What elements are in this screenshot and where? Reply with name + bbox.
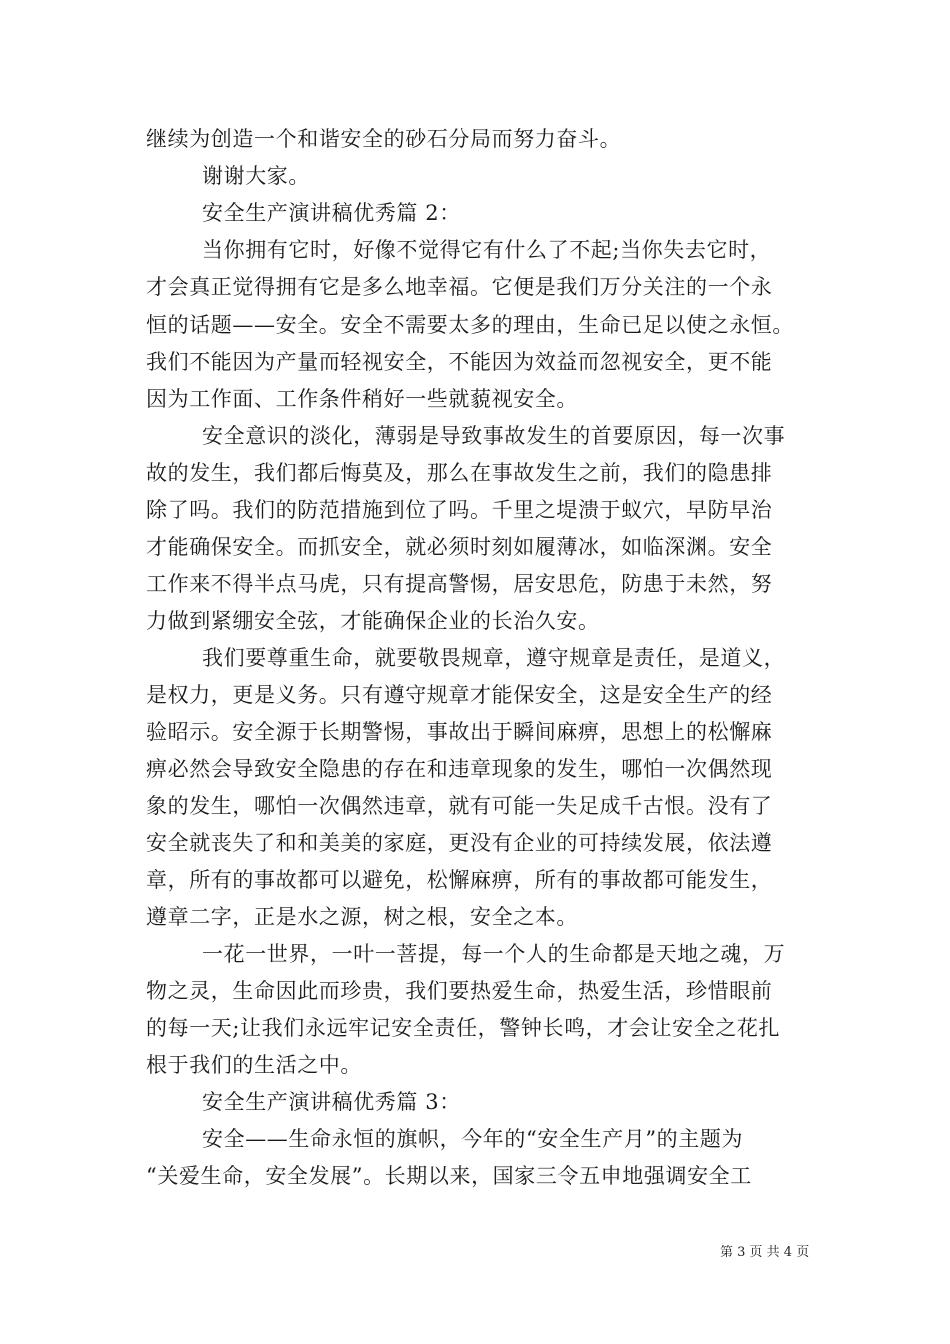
text-line: 才会真正觉得拥有它是多么地幸福。它便是我们万分关注的一个永 xyxy=(146,275,773,299)
text-line: 物之灵，生命因此而珍贵，我们要热爱生命，热爱生活，珍惜眼前 xyxy=(146,979,773,1003)
text-line: 遵章二字，正是水之源，树之根，安全之本。 xyxy=(146,905,578,929)
text-line: 根于我们的生活之中。 xyxy=(146,1053,362,1077)
text-line: 一花一世界，一叶一菩提，每一个人的生命都是天地之魂，万 xyxy=(202,942,786,966)
section-heading: 安全生产演讲稿优秀篇 3： xyxy=(202,1090,461,1114)
text-line: 才能确保安全。而抓安全，就必须时刻如履薄冰，如临深渊。安全 xyxy=(146,535,773,559)
text-line: 除了吗。我们的防范措施到位了吗。千里之堤溃于蚁穴，早防早治 xyxy=(146,498,773,522)
text-line: 的每一天;让我们永远牢记安全责任，警钟长鸣，才会让安全之花扎 xyxy=(146,1016,781,1040)
text-line: 安全意识的淡化，薄弱是导致事故发生的首要原因，每一次事 xyxy=(202,424,786,448)
page-number: 第 3 页 共 4 页 xyxy=(720,1245,810,1260)
text-line: 痹必然会导致安全隐患的存在和违章现象的发生，哪怕一次偶然现 xyxy=(146,757,773,781)
text-line: 是权力，更是义务。只有遵守规章才能保安全，这是安全生产的经 xyxy=(146,683,773,707)
section-heading: 安全生产演讲稿优秀篇 2： xyxy=(202,201,461,225)
text-line: “关爱生命，安全发展”。长期以来，国家三令五申地强调安全工 xyxy=(146,1164,752,1188)
text-line: 继续为创造一个和谐安全的砂石分局而努力奋斗。 xyxy=(146,127,622,151)
text-line: 因为工作面、工作条件稍好一些就藐视安全。 xyxy=(146,387,578,411)
text-line: 力做到紧绷安全弦，才能确保企业的长治久安。 xyxy=(146,609,600,633)
text-line: 安全——生命永恒的旗帜，今年的“安全生产月”的主题为 xyxy=(202,1127,744,1151)
text-line: 我们不能因为产量而轻视安全，不能因为效益而忽视安全，更不能 xyxy=(146,350,773,374)
text-line: 安全就丧失了和和美美的家庭，更没有企业的可持续发展，依法遵 xyxy=(146,831,773,855)
text-line: 章，所有的事故都可以避免，松懈麻痹，所有的事故都可能发生， xyxy=(146,868,773,892)
text-line: 工作来不得半点马虎，只有提高警惕，居安思危，防患于未然，努 xyxy=(146,572,773,596)
text-line: 验昭示。安全源于长期警惕，事故出于瞬间麻痹，思想上的松懈麻 xyxy=(146,720,773,744)
text-line: 我们要尊重生命，就要敬畏规章，遵守规章是责任，是道义， xyxy=(202,646,786,670)
text-line: 象的发生，哪怕一次偶然违章，就有可能一失足成千古恨。没有了 xyxy=(146,794,773,818)
text-line: 当你拥有它时，好像不觉得它有什么了不起;当你失去它时， xyxy=(202,238,772,262)
text-line: 故的发生，我们都后悔莫及，那么在事故发生之前，我们的隐患排 xyxy=(146,461,773,485)
text-line: 恒的话题——安全。安全不需要太多的理由，生命已足以使之永恒。 xyxy=(146,313,794,337)
text-line: 谢谢大家。 xyxy=(202,164,310,188)
